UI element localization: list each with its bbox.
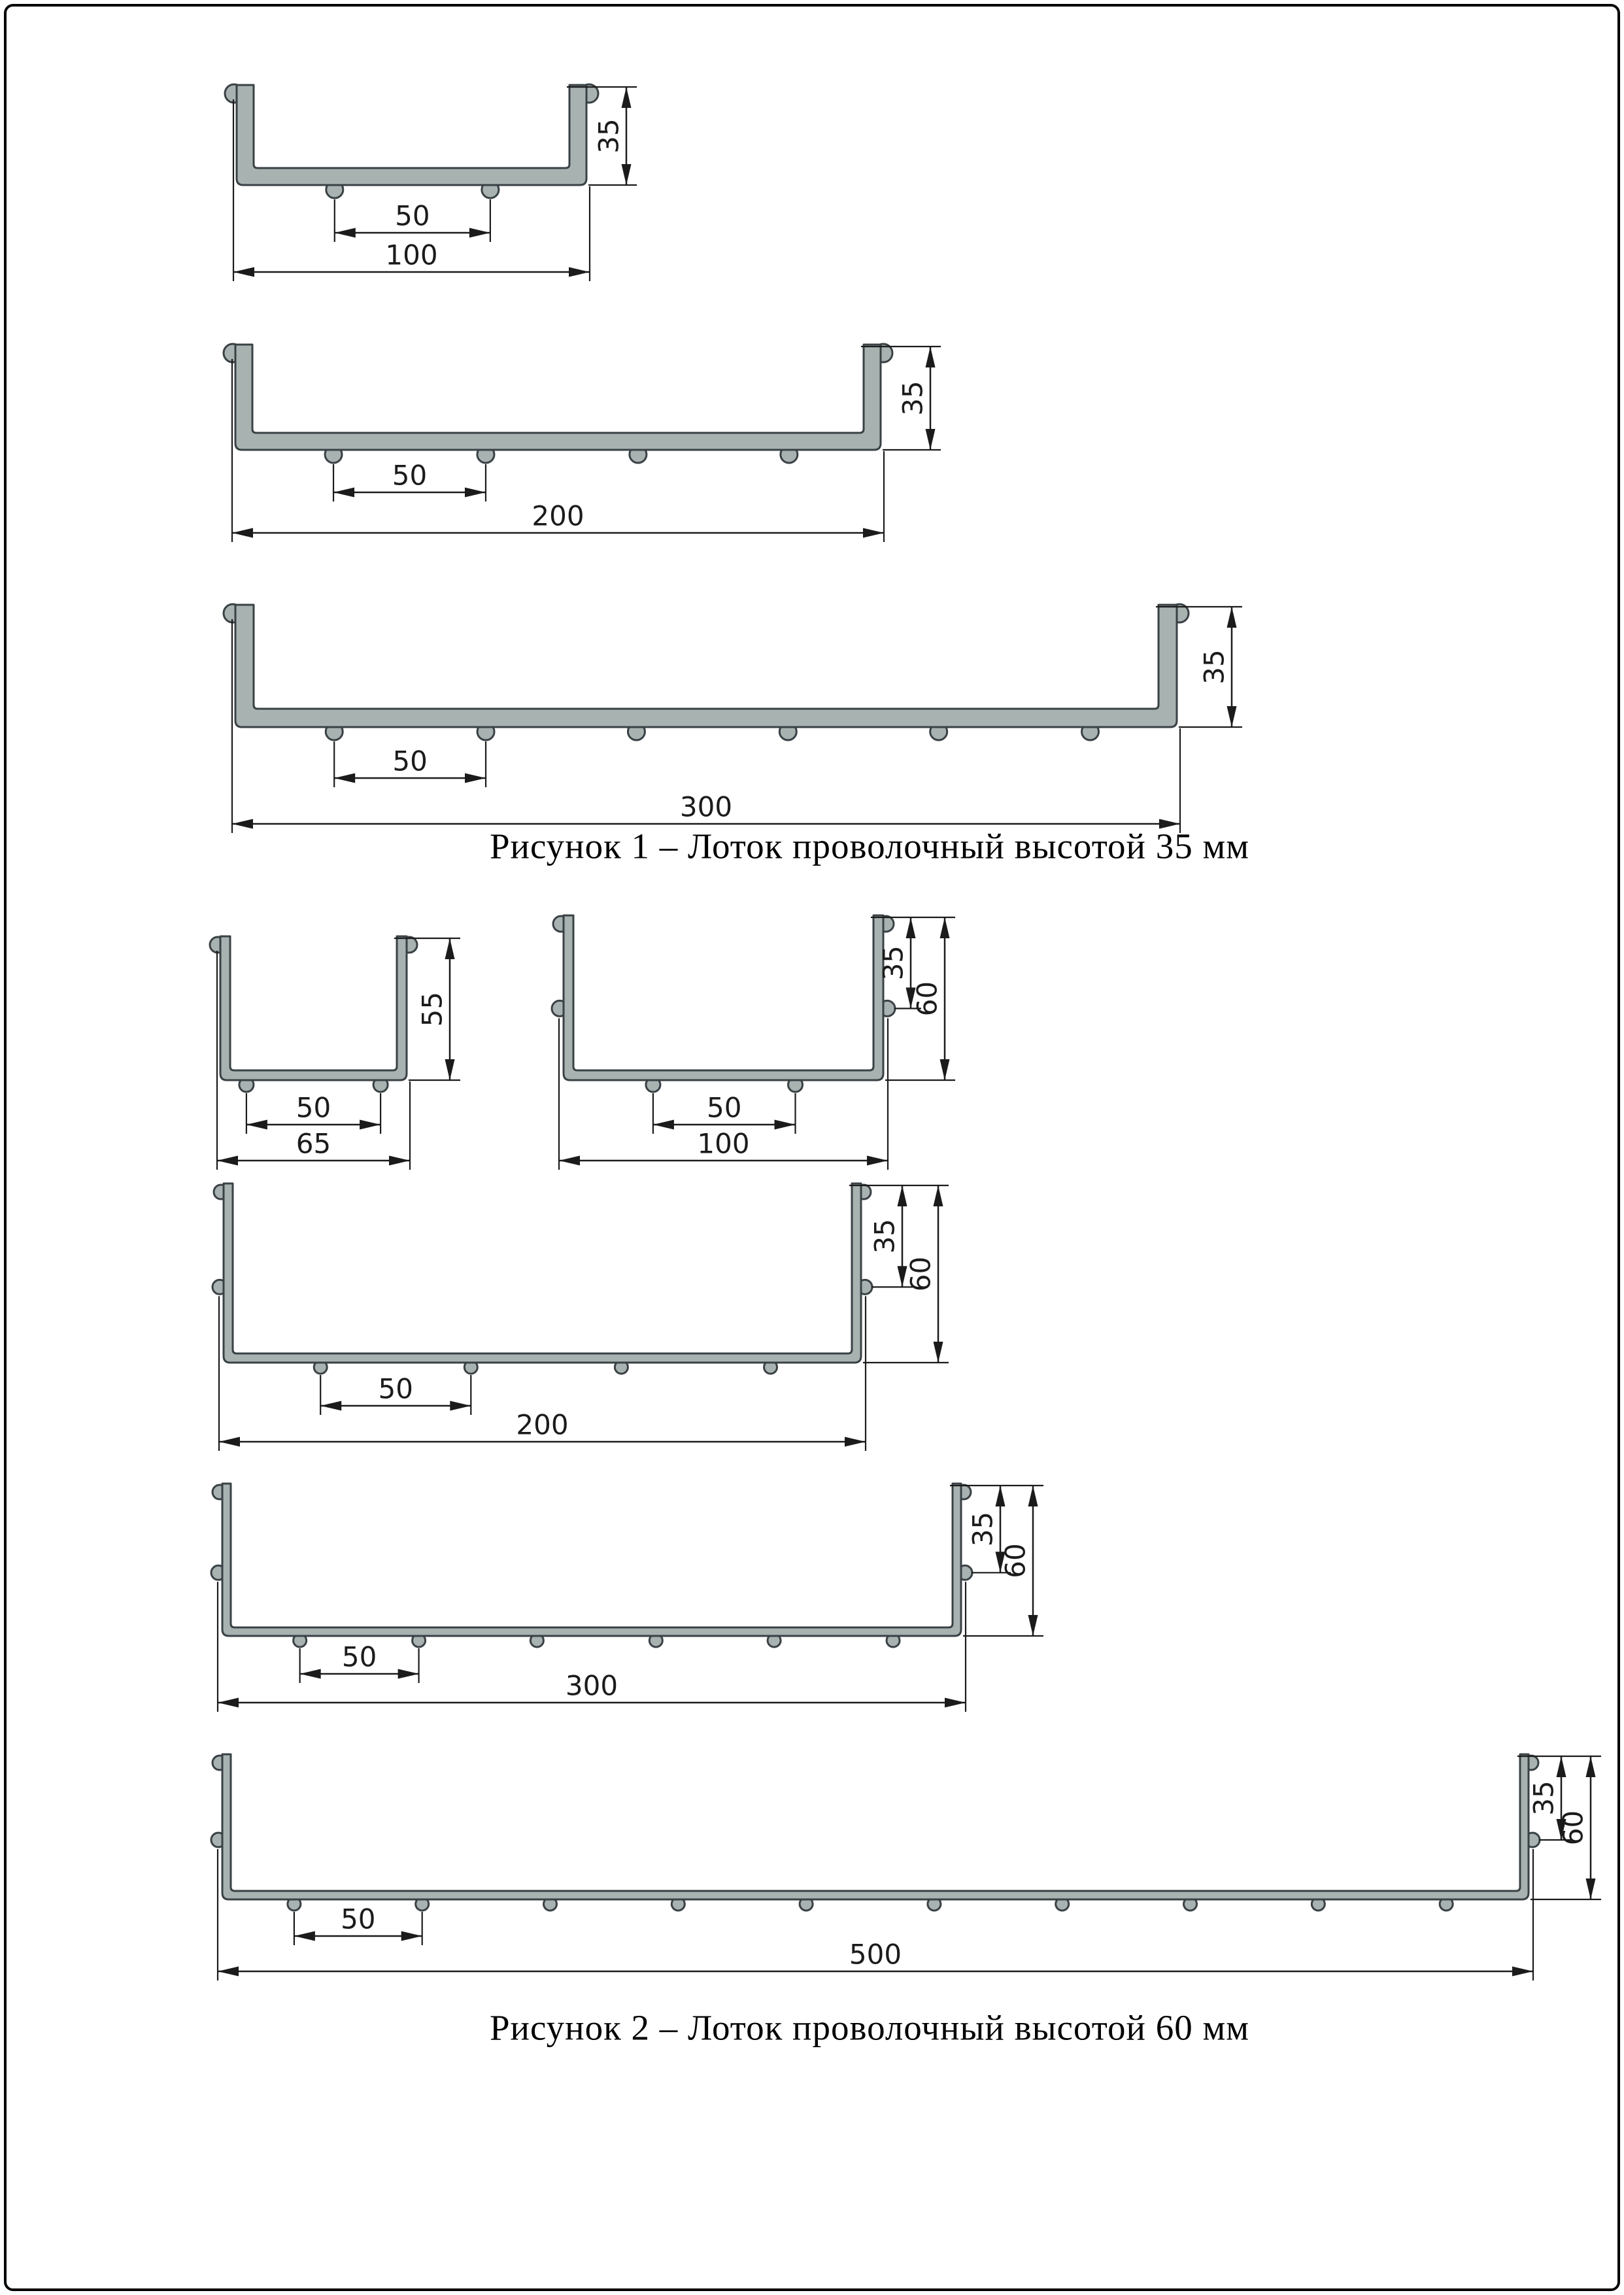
arrowhead-icon — [465, 488, 486, 498]
arrowhead-icon — [775, 1120, 796, 1130]
arrowhead-icon — [218, 1698, 239, 1708]
arrowhead-icon — [863, 528, 884, 538]
arrowhead-icon — [906, 917, 916, 938]
height-dim-label: 60 — [1557, 1810, 1589, 1846]
arrowhead-icon — [569, 267, 590, 277]
height-dim-label: 60 — [999, 1543, 1032, 1578]
arrowhead-icon — [233, 267, 254, 277]
arrowhead-icon — [945, 1698, 966, 1708]
pitch-dim-label: 50 — [392, 459, 428, 492]
arrowhead-icon — [300, 1669, 321, 1679]
tray-fig2-w200 — [212, 1183, 949, 1451]
tray-fig2-w100 — [552, 915, 955, 1170]
arrowhead-icon — [926, 429, 936, 450]
arrowhead-icon — [360, 1120, 381, 1130]
arrowhead-icon — [294, 1931, 315, 1941]
height-dim-label: 35 — [1198, 649, 1230, 685]
pitch-dim-label: 50 — [706, 1091, 742, 1124]
pitch-dim-label: 50 — [392, 745, 428, 777]
arrowhead-icon — [232, 819, 253, 829]
width-dim-label: 65 — [296, 1127, 331, 1160]
tray-profile — [235, 605, 1177, 727]
pitch-dim-label: 50 — [296, 1091, 331, 1124]
width-dim-label: 500 — [849, 1938, 902, 1971]
arrowhead-icon — [940, 917, 950, 938]
width-dim-label: 200 — [516, 1408, 569, 1441]
tray-profile — [235, 345, 881, 450]
height-dim-label: 60 — [911, 981, 943, 1017]
arrowhead-icon — [401, 1931, 422, 1941]
height-dim-label: 35 — [966, 1511, 999, 1547]
arrowhead-icon — [335, 228, 356, 238]
arrowhead-icon — [334, 774, 355, 783]
arrowhead-icon — [1227, 706, 1237, 727]
height-dim-label: 35 — [1527, 1780, 1560, 1816]
arrowhead-icon — [389, 1156, 410, 1166]
arrowhead-icon — [450, 1401, 471, 1411]
height-dim-label: 35 — [896, 381, 929, 416]
pitch-dim-label: 50 — [341, 1903, 376, 1935]
arrowhead-icon — [653, 1120, 674, 1130]
arrowhead-icon — [219, 1437, 240, 1447]
tray-profile — [224, 1183, 861, 1363]
arrowhead-icon — [1586, 1878, 1596, 1899]
arrowhead-icon — [445, 938, 455, 959]
tray-fig2-w500 — [211, 1754, 1601, 1980]
width-dim-label: 300 — [679, 790, 733, 823]
tray-profile — [564, 915, 883, 1080]
arrowhead-icon — [622, 164, 632, 185]
pitch-dim-label: 50 — [378, 1372, 413, 1405]
width-dim-label: 300 — [565, 1669, 618, 1702]
arrowhead-icon — [559, 1156, 580, 1166]
tray-profile — [222, 1484, 961, 1636]
width-dim-label: 100 — [385, 239, 438, 271]
tray-fig2-w65 — [210, 936, 460, 1170]
arrowhead-icon — [232, 528, 253, 538]
arrowhead-icon — [465, 774, 486, 783]
height-dim-label: 60 — [904, 1256, 937, 1292]
arrowhead-icon — [934, 1185, 943, 1206]
height-dim-label: 35 — [877, 945, 909, 981]
arrowhead-icon — [217, 1156, 238, 1166]
tray-fig1-w200 — [224, 344, 941, 542]
arrowhead-icon — [996, 1486, 1006, 1506]
height-dim-label: 35 — [592, 118, 625, 154]
arrowhead-icon — [1227, 607, 1237, 628]
arrowhead-icon — [333, 488, 354, 498]
arrowhead-icon — [246, 1120, 267, 1130]
arrowhead-icon — [1028, 1615, 1038, 1636]
tray-fig2-w300 — [211, 1484, 1043, 1712]
arrowhead-icon — [934, 1342, 943, 1363]
tray-fig1-w100 — [225, 84, 637, 281]
arrowhead-icon — [1028, 1486, 1038, 1506]
width-dim-label: 100 — [697, 1127, 750, 1160]
arrowhead-icon — [469, 228, 490, 238]
arrowhead-icon — [218, 1967, 239, 1977]
arrowhead-icon — [398, 1669, 419, 1679]
arrowhead-icon — [1586, 1756, 1596, 1777]
height-dim-label: 35 — [868, 1218, 901, 1254]
tray-fig1-w300 — [224, 604, 1242, 833]
arrowhead-icon — [622, 87, 632, 108]
tray-profile — [222, 1754, 1529, 1899]
figure2-caption: Рисунок 2 – Лоток проволочный высотой 60 мм — [489, 2007, 1250, 2048]
figure1-caption: Рисунок 1 – Лоток проволочный высотой 35 мм — [489, 826, 1250, 866]
arrowhead-icon — [1557, 1756, 1566, 1777]
tray-profile — [237, 85, 586, 185]
height-dim-label: 55 — [416, 991, 448, 1027]
arrowhead-icon — [1512, 1967, 1533, 1977]
arrowhead-icon — [445, 1059, 455, 1080]
arrowhead-icon — [898, 1185, 907, 1206]
arrowhead-icon — [845, 1437, 866, 1447]
pitch-dim-label: 50 — [341, 1640, 377, 1673]
arrowhead-icon — [926, 347, 936, 367]
tray-profile — [220, 936, 407, 1080]
arrowhead-icon — [940, 1059, 950, 1080]
pitch-dim-label: 50 — [395, 199, 430, 232]
width-dim-label: 200 — [532, 500, 584, 532]
arrowhead-icon — [867, 1156, 888, 1166]
arrowhead-icon — [320, 1401, 341, 1411]
